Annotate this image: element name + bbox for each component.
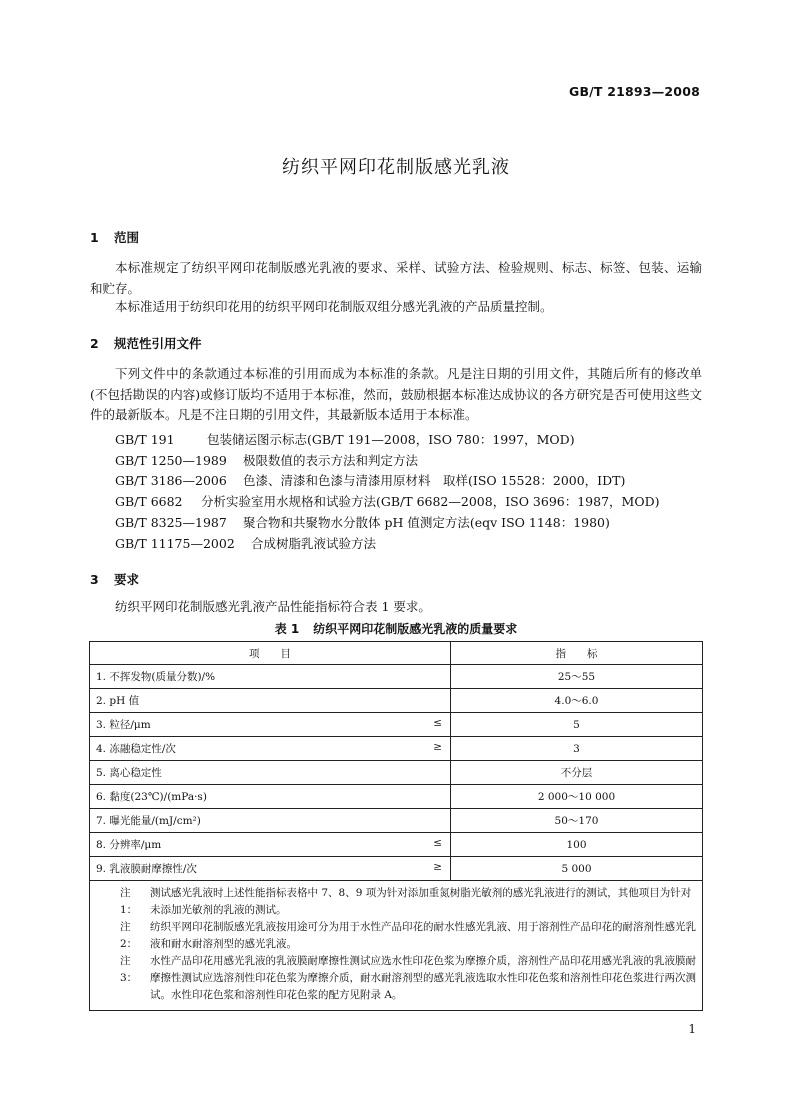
- standard-number: GB/T 21893—2008: [568, 84, 700, 99]
- reference-item: [115, 430, 575, 448]
- value-cell: 5: [451, 713, 703, 737]
- table-notes-row: [90, 881, 703, 1011]
- section-number: 1: [90, 230, 99, 245]
- paragraph: 纺织平网印花制版感光乳液产品性能指标符合表 1 要求。: [115, 599, 431, 614]
- section-heading-3: [90, 570, 139, 588]
- section-title: 规范性引用文件: [114, 336, 202, 351]
- column-header-value: 指 标: [451, 642, 703, 665]
- item-cell: [90, 713, 451, 737]
- item-text: 6. 黏度(23℃)/(mPa·s): [96, 791, 207, 803]
- value-cell: 3: [451, 737, 703, 761]
- reference-code: GB/T 3186—2006: [115, 473, 227, 488]
- value-cell: 25～55: [451, 665, 703, 689]
- reference-code: GB/T 6682: [115, 494, 183, 509]
- table-header-row: [90, 642, 703, 665]
- value-cell: 100: [451, 833, 703, 857]
- value-cell: 5 000: [451, 857, 703, 881]
- note-label: 注 2：: [120, 921, 138, 950]
- quality-requirements-table: [89, 641, 703, 1011]
- table-label: 表 1: [274, 622, 300, 636]
- section-number: 2: [90, 336, 99, 351]
- table-note: [120, 953, 696, 1004]
- reference-item: [115, 534, 376, 552]
- reference-title: 合成树脂乳液试验方法: [251, 536, 377, 551]
- reference-item: [115, 471, 625, 489]
- reference-item: [115, 513, 610, 531]
- table-row: [90, 809, 703, 833]
- item-text: 3. 粒径/μm: [96, 719, 151, 731]
- reference-title: 极限数值的表示方法和判定方法: [243, 453, 419, 468]
- reference-code: GB/T 8325—1987: [115, 515, 227, 530]
- item-text: 2. pH 值: [96, 695, 140, 707]
- item-cell: [90, 857, 451, 881]
- note-text: 纺织平网印花制版感光乳液按用途可分为用于水性产品印花的耐水性感光乳液、用于溶剂性产品印花的耐溶剂性感光乳液和耐水耐溶剂型的感光乳液。: [150, 921, 696, 950]
- section-title: 要求: [114, 572, 140, 587]
- section-heading-1: [90, 228, 139, 246]
- section-number: 3: [90, 572, 99, 587]
- value-cell: 2 000～10 000: [451, 785, 703, 809]
- table-row: [90, 689, 703, 713]
- table-row: [90, 785, 703, 809]
- reference-title: 包装储运图示标志(GB/T 191—2008，ISO 780：1997，MOD): [207, 432, 575, 447]
- item-cell: [90, 809, 451, 833]
- reference-code: GB/T 191: [115, 432, 175, 447]
- section-heading-2: [90, 334, 202, 352]
- table-caption: [0, 620, 792, 637]
- page-number: 1: [688, 1022, 696, 1036]
- item-text: 4. 冻融稳定性/次: [96, 743, 176, 755]
- column-header-item: 项 目: [90, 642, 451, 665]
- item-text: 1. 不挥发物(质量分数)/%: [96, 671, 216, 683]
- reference-title: 分析实验室用水规格和试验方法(GB/T 6682—2008，ISO 3696：1987，MOD): [201, 494, 660, 509]
- document-title: 纺织平网印花制版感光乳液: [282, 157, 510, 178]
- comparison-symbol: ≥: [433, 861, 442, 873]
- value-cell: 50～170: [451, 809, 703, 833]
- table-row: [90, 713, 703, 737]
- reference-title: 色漆、清漆和色漆与清漆用原材料 取样(ISO 15528：2000，IDT): [243, 473, 626, 488]
- item-cell: [90, 665, 451, 689]
- table-row: [90, 665, 703, 689]
- table-row: [90, 833, 703, 857]
- note-label: 注 1：: [120, 887, 138, 916]
- table-note: [120, 885, 696, 919]
- item-cell: [90, 761, 451, 785]
- reference-item: [115, 492, 660, 510]
- reference-title: 聚合物和共聚物水分散体 pH 值测定方法(eqv ISO 1148：1980): [243, 515, 610, 530]
- table-row: [90, 761, 703, 785]
- item-text: 7. 曝光能量/(mJ/cm²): [96, 815, 201, 827]
- paragraph: 下列文件中的条款通过本标准的引用而成为本标准的条款。凡是注日期的引用文件，其随后所有的修改单(不包括勘误的内容)或修订版均不适用于本标准，然而，鼓励根据本标准达成协议的各方研究是否可使用这些文件的最新版本。凡是不注日期的引用文件，其最新版本适用于本标准。: [90, 366, 702, 422]
- item-text: 9. 乳液膜耐摩擦性/次: [96, 863, 197, 875]
- item-text: 8. 分辨率/μm: [96, 839, 162, 851]
- table-note: [120, 919, 696, 953]
- note-text: 水性产品印花用感光乳液的乳液膜耐摩擦性测试应选水性印花色浆为摩擦介质，溶剂性产品印花用感光乳液的乳液膜耐摩擦性测试应选溶剂性印花色浆为摩擦介质，耐水耐溶剂型的感光乳液选取水性印花色浆和溶剂性印花色浆进行两次测试。水性印花色浆和溶剂性印花色浆的配方见附录 A。: [150, 955, 696, 1001]
- comparison-symbol: ≤: [433, 837, 442, 849]
- table-row: [90, 737, 703, 761]
- item-cell: [90, 833, 451, 857]
- item-cell: [90, 737, 451, 761]
- comparison-symbol: ≥: [433, 741, 442, 753]
- table-title: 纺织平网印花制版感光乳液的质量要求: [313, 622, 518, 636]
- note-text: 测试感光乳液时上述性能指标表格中 7、8、9 项为针对添加重氮树脂光敏剂的感光乳液进行的测试，其他项目为针对未添加光敏剂的乳液的测试。: [150, 887, 692, 916]
- note-label: 注 3：: [120, 955, 138, 984]
- reference-item: [115, 451, 418, 469]
- item-cell: [90, 785, 451, 809]
- reference-code: GB/T 11175—2002: [115, 536, 235, 551]
- comparison-symbol: ≤: [433, 717, 442, 729]
- paragraph: 本标准适用于纺织印花用的纺织平网印花制版双组分感光乳液的产品质量控制。: [115, 299, 553, 314]
- table-row: [90, 857, 703, 881]
- item-cell: [90, 689, 451, 713]
- value-cell: 4.0～6.0: [451, 689, 703, 713]
- paragraph: 本标准规定了纺织平网印花制版感光乳液的要求、采样、试验方法、检验规则、标志、标签、包装、运输和贮存。: [90, 260, 702, 296]
- item-text: 5. 离心稳定性: [96, 767, 162, 779]
- table-notes: [90, 881, 703, 1011]
- reference-code: GB/T 1250—1989: [115, 453, 227, 468]
- section-title: 范围: [114, 230, 140, 245]
- value-cell: 不分层: [451, 761, 703, 785]
